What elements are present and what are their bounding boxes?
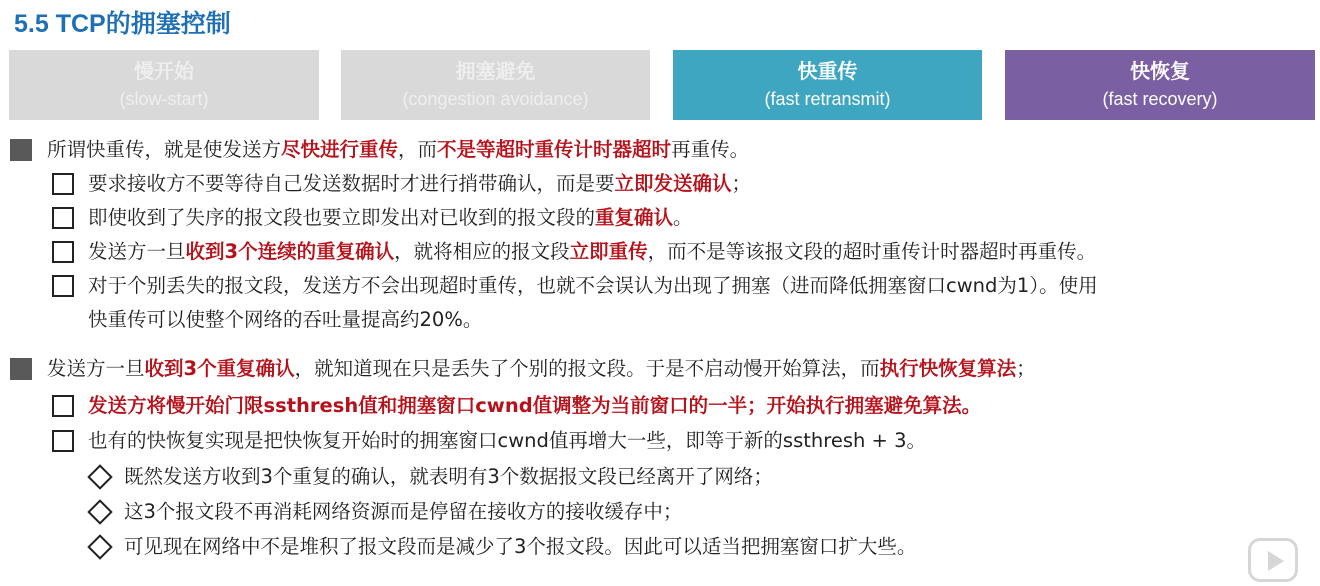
tab-label-cn: 快恢复 — [1130, 61, 1190, 83]
tab-congestion-avoidance[interactable] — [341, 50, 650, 120]
point-2-1: 发送方将慢开始门限ssthresh值和拥塞窗口cwnd值调整为当前窗口的一半；开始执行拥塞避免算法。 — [88, 394, 982, 417]
square-bullet-icon — [10, 358, 32, 380]
text: ，就知道现在只是丢失了个别的报文段。于是不启动慢开始算法，而 — [294, 357, 880, 380]
highlight: 尽快进行重传 — [281, 138, 399, 161]
tab-label-en: (slow-start) — [119, 89, 209, 109]
video-play-icon[interactable] — [1248, 538, 1298, 582]
text: ； — [731, 172, 752, 195]
diamond-bullet-icon — [87, 534, 112, 559]
tab-label-cn: 慢开始 — [134, 61, 194, 83]
text: 再重传。 — [671, 138, 750, 161]
tab-label-cn: 拥塞避免 — [455, 61, 536, 83]
point-1-1 — [88, 170, 751, 198]
tab-label-en: (congestion avoidance) — [402, 89, 589, 109]
text: 。 — [673, 206, 693, 229]
checkbox-bullet-icon — [52, 395, 74, 417]
tab-slow-start[interactable] — [9, 50, 319, 120]
text: 要求接收方不要等待自己发送数据时才进行捎带确认，而是要 — [88, 172, 615, 195]
text: 所谓快重传，就是使发送方 — [47, 138, 282, 161]
page-title: 5.5 TCP的拥塞控制 — [14, 10, 231, 38]
text: ，而不是等该报文段的超时重传计时器超时再重传。 — [647, 240, 1097, 263]
tab-label-en: (fast retransmit) — [764, 89, 891, 109]
tab-label-en: (fast recovery) — [1102, 89, 1218, 109]
checkbox-bullet-icon — [52, 241, 74, 263]
diamond-bullet-icon — [87, 499, 112, 524]
text: 即使收到了失序的报文段也要立即发出对已收到的报文段的 — [88, 206, 596, 229]
sub-point-3: 可见现在网络中不是堆积了报文段而是减少了3个报文段。因此可以适当把拥塞窗口扩大些。 — [124, 535, 917, 558]
topic-tabs — [0, 50, 1320, 120]
sub-point-2: 这3个报文段不再消耗网络资源而是停留在接收方的接收缓存中； — [124, 500, 683, 523]
point-1-4-line2: 快重传可以使整个网络的吞吐量提高约20%。 — [88, 308, 483, 331]
checkbox-bullet-icon — [52, 430, 74, 452]
checkbox-bullet-icon — [52, 207, 74, 229]
point-1-3 — [88, 238, 1096, 266]
square-bullet-icon — [10, 139, 32, 161]
section-fast-retransmit-intro — [47, 136, 749, 164]
point-2-2: 也有的快恢复实现是把快恢复开始时的拥塞窗口cwnd值再增大一些，即等于新的ssthresh + 3。 — [88, 429, 926, 452]
text: 发送方一旦 — [47, 357, 145, 380]
text: 发送方一旦 — [88, 240, 186, 263]
highlight: 重复确认 — [595, 206, 674, 229]
tab-label-cn: 快重传 — [797, 61, 858, 83]
point-1-2 — [88, 204, 693, 232]
text: ，就将相应的报文段 — [394, 240, 570, 263]
highlight: 不是等超时重传计时器超时 — [437, 138, 672, 161]
highlight: 立即发送确认 — [614, 172, 732, 195]
highlight: 执行快恢复算法 — [879, 357, 1017, 380]
text: ，而 — [398, 138, 438, 161]
sub-point-1: 既然发送方收到3个重复的确认，就表明有3个数据报文段已经离开了网络； — [124, 465, 773, 488]
text: ； — [1016, 357, 1036, 380]
diamond-bullet-icon — [87, 464, 112, 489]
tab-fast-recovery[interactable] — [1005, 50, 1315, 120]
highlight: 立即重传 — [569, 240, 648, 263]
checkbox-bullet-icon — [52, 275, 74, 297]
highlight: 收到3个连续的重复确认 — [185, 240, 395, 263]
section-fast-recovery-intro — [47, 355, 1036, 383]
highlight: 收到3个重复确认 — [144, 357, 295, 380]
point-1-4-line1: 对于个别丢失的报文段，发送方不会出现超时重传，也就不会误认为出现了拥塞（进而降低拥塞窗口cwnd为1）。使用 — [88, 274, 1098, 297]
checkbox-bullet-icon — [52, 173, 74, 195]
tab-fast-retransmit[interactable] — [673, 50, 982, 120]
